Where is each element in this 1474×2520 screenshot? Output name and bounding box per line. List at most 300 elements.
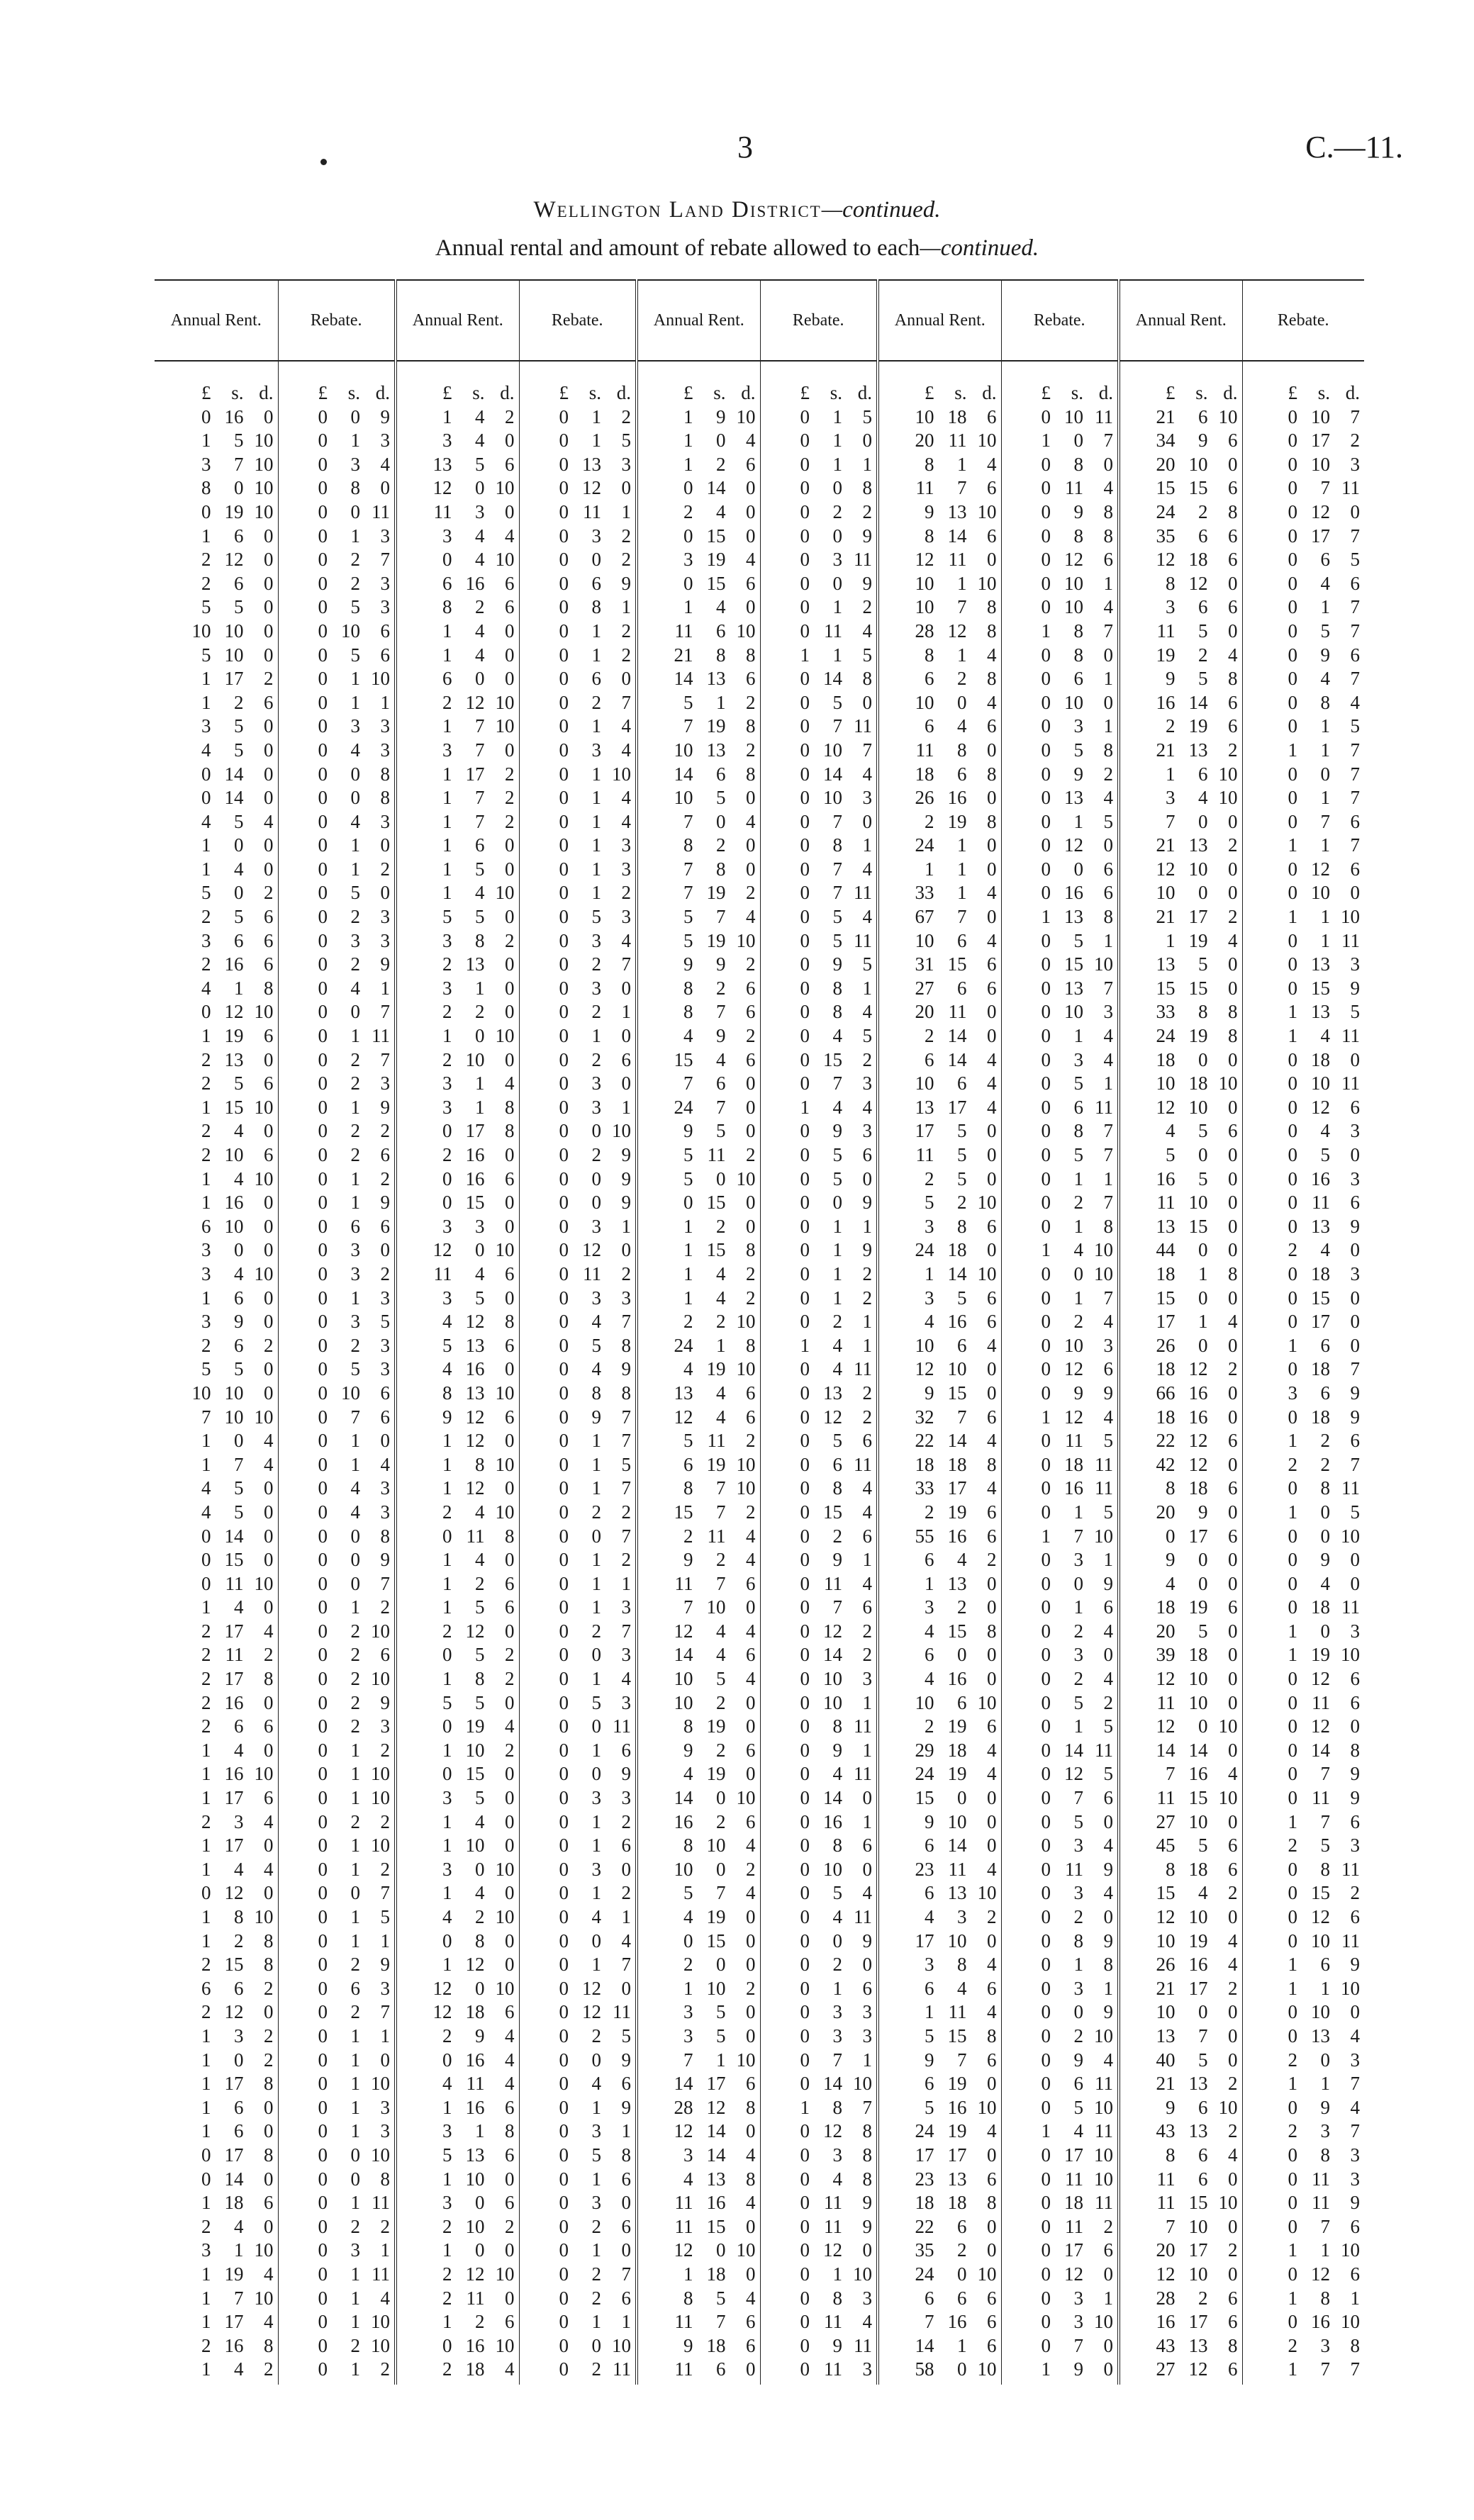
money-amount: 1 4 2 [442, 405, 515, 427]
money-amount: 0 9 3 [800, 1120, 872, 1142]
money-amount: 18 18 8 [915, 2192, 997, 2214]
money-amount: 0 2 2 [318, 1120, 390, 1142]
money-amount: 2 3 7 [1288, 2120, 1360, 2142]
money-amount: 0 14 2 [800, 1644, 872, 1666]
column-header-annual-rent: Annual Rent. [637, 280, 760, 361]
money-amount: 12 4 6 [674, 1406, 756, 1428]
money-amount: 1 8 1 [1288, 2287, 1360, 2309]
money-amount: 0 5 11 [800, 929, 872, 951]
money-amount: 1 4 0 [683, 596, 756, 618]
money-amount: 10 7 8 [915, 596, 997, 618]
currency-units-label [1243, 381, 1365, 405]
money-amount: 24 19 4 [915, 2120, 997, 2142]
money-amount: 6 0 0 [925, 1644, 997, 1666]
money-amount: 0 0 9 [800, 525, 872, 547]
money-amount: 0 1 11 [1288, 929, 1360, 951]
money-amount: 0 9 2 [1041, 763, 1113, 785]
money-amount: 2 4 10 [442, 1501, 515, 1523]
currency-unit: d. [982, 382, 997, 403]
money-amount: 0 1 10 [318, 2073, 390, 2095]
money-amount: 0 1 1 [559, 2311, 631, 2333]
money-amount: 0 8 4 [1288, 691, 1360, 713]
money-amount: 0 5 1 [1041, 929, 1113, 951]
money-amount: 10 1 10 [915, 572, 997, 594]
money-amount: 0 0 2 [559, 549, 631, 571]
money-amount: 11 7 6 [915, 477, 997, 499]
money-amount: 19 2 4 [1156, 644, 1238, 666]
money-amount: 1 15 10 [201, 1096, 274, 1118]
money-amount: 0 4 11 [800, 1358, 872, 1380]
money-amount: 9 7 6 [925, 2049, 997, 2071]
money-amount: 3 4 4 [442, 525, 515, 547]
money-amount: 4 0 0 [1166, 1572, 1238, 1594]
money-amount: 3 1 0 [442, 977, 515, 999]
money-amount: 0 14 0 [201, 2168, 274, 2190]
money-amount: 0 8 0 [1041, 453, 1113, 475]
column-header-annual-rent: Annual Rent. [1119, 280, 1242, 361]
money-amount: 0 1 2 [559, 644, 631, 666]
currency-unit: £ [800, 382, 810, 403]
money-amount: 9 6 10 [1166, 2096, 1238, 2118]
document-reference: C.—11. [1305, 130, 1403, 164]
money-amount: 0 10 3 [1041, 1001, 1113, 1023]
money-amount: 0 10 3 [1041, 1334, 1113, 1356]
money-amount: 0 10 0 [1041, 691, 1113, 713]
money-amount: 0 10 7 [1288, 405, 1360, 427]
rebate-column [760, 361, 878, 2385]
money-amount: 1 6 0 [1288, 1334, 1360, 1356]
money-amount: 0 4 3 [318, 810, 390, 832]
money-amount: 0 1 2 [318, 1596, 390, 1618]
money-amount: 1 8 2 [442, 1668, 515, 1690]
money-amount: 0 8 0 [1041, 644, 1113, 666]
money-amount: 0 1 5 [1288, 715, 1360, 737]
money-amount: 0 17 8 [201, 2144, 274, 2166]
money-amount: 0 5 2 [442, 1644, 515, 1666]
money-amount: 0 10 1 [800, 1691, 872, 1713]
money-amount: 2 18 4 [442, 2358, 515, 2380]
money-amount: 4 3 2 [925, 1906, 997, 1927]
money-amount: 3 4 10 [1166, 787, 1238, 809]
money-amount: 0 7 6 [800, 1596, 872, 1618]
money-amount: 0 0 10 [559, 1120, 631, 1142]
money-amount: 0 12 8 [800, 2120, 872, 2142]
money-amount: 28 12 8 [915, 620, 997, 642]
money-amount: 0 8 8 [1041, 525, 1113, 547]
money-amount: 21 13 2 [1156, 739, 1238, 761]
money-amount: 0 3 4 [1041, 1048, 1113, 1070]
money-amount: 0 15 0 [201, 1549, 274, 1571]
page-number: 3 [737, 130, 753, 164]
currency-units-label [1120, 381, 1242, 405]
money-amount: 0 15 0 [683, 1192, 756, 1214]
money-amount: 0 14 11 [1041, 1739, 1113, 1761]
money-amount: 0 2 7 [559, 1620, 631, 1642]
money-amount: 5 11 2 [683, 1430, 756, 1452]
money-amount: 1 8 10 [201, 1906, 274, 1927]
money-amount: 0 1 3 [318, 2120, 390, 2142]
money-amount: 1 7 10 [442, 715, 515, 737]
money-amount: 0 12 0 [1288, 1715, 1360, 1737]
money-amount: 2 5 6 [201, 1073, 274, 1094]
money-amount: 0 13 7 [1041, 977, 1113, 999]
money-amount: 0 12 6 [1288, 1668, 1360, 1690]
money-amount: 0 16 6 [1041, 882, 1113, 904]
money-amount: 0 2 2 [559, 1501, 631, 1523]
money-amount: 0 3 1 [1041, 1977, 1113, 1999]
money-amount: 2 2 7 [1288, 1453, 1360, 1475]
money-amount: 0 11 4 [800, 1572, 872, 1594]
money-amount: 6 6 2 [201, 1977, 274, 1999]
money-amount: 0 0 3 [559, 1644, 631, 1666]
money-amount: 0 13 4 [1288, 2025, 1360, 2046]
money-amount: 6 14 4 [925, 1048, 997, 1070]
money-amount: 0 5 3 [559, 906, 631, 928]
money-amount: 15 4 6 [674, 1048, 756, 1070]
money-amount: 15 0 0 [915, 1787, 997, 1809]
money-amount: 1 10 2 [683, 1977, 756, 1999]
money-amount: 0 3 1 [559, 2120, 631, 2142]
money-amount: 4 19 0 [683, 1906, 756, 1927]
money-amount: 0 3 3 [318, 715, 390, 737]
money-amount: 1 7 6 [1288, 1810, 1360, 1832]
money-amount: 12 0 10 [432, 1239, 515, 1261]
money-amount: 0 4 3 [1288, 1120, 1360, 1142]
money-amount: 0 14 0 [683, 477, 756, 499]
money-amount: 11 7 6 [674, 2311, 756, 2333]
money-amount: 0 2 6 [800, 1525, 872, 1547]
rebate-column [519, 361, 637, 2385]
money-amount: 0 15 4 [800, 1501, 872, 1523]
money-amount: 0 4 10 [442, 549, 515, 571]
money-amount: 0 8 9 [1041, 1930, 1113, 1951]
money-amount: 0 2 2 [318, 2215, 390, 2237]
money-amount: 33 8 8 [1156, 1001, 1238, 1023]
money-amount: 0 16 4 [442, 2049, 515, 2071]
money-amount: 0 0 11 [559, 1715, 631, 1737]
money-amount: 12 0 10 [432, 477, 515, 499]
money-amount: 3 2 0 [925, 1596, 997, 1618]
money-amount: 1 17 2 [201, 668, 274, 690]
money-amount: 0 1 8 [1041, 1954, 1113, 1976]
money-amount: 4 5 0 [201, 1501, 274, 1523]
money-amount: 0 10 3 [800, 1668, 872, 1690]
money-amount: 0 13 2 [800, 1382, 872, 1404]
money-amount: 66 16 0 [1156, 1382, 1238, 1404]
money-amount: 1 4 10 [201, 1167, 274, 1189]
money-amount: 11 6 0 [1156, 2168, 1238, 2190]
money-amount: 1 4 0 [201, 1596, 274, 1618]
money-amount: 17 5 0 [915, 1120, 997, 1142]
money-amount: 1 7 2 [442, 810, 515, 832]
money-amount: 1 4 0 [201, 858, 274, 880]
money-amount: 10 10 0 [191, 1382, 274, 1404]
money-amount: 0 5 8 [559, 1334, 631, 1356]
money-amount: 27 12 6 [1156, 2358, 1238, 2380]
money-amount: 2 12 0 [442, 1620, 515, 1642]
money-amount: 10 13 2 [674, 739, 756, 761]
annual-rent-column [878, 361, 1001, 2385]
money-amount: 3 1 10 [201, 2239, 274, 2261]
money-amount: 17 10 0 [915, 1930, 997, 1951]
money-amount: 24 19 4 [915, 1763, 997, 1785]
money-amount: 12 14 0 [674, 2120, 756, 2142]
money-amount: 4 5 6 [1166, 1120, 1238, 1142]
money-amount: 0 5 8 [1041, 739, 1113, 761]
money-amount: 27 10 0 [1156, 1810, 1238, 1832]
money-amount: 0 8 11 [1288, 1477, 1360, 1499]
money-amount: 0 7 4 [800, 858, 872, 880]
money-amount: 0 0 7 [318, 1572, 390, 1594]
money-amount: 1 10 0 [442, 2168, 515, 2190]
money-amount: 14 1 6 [915, 2334, 997, 2356]
money-amount: 31 15 6 [915, 953, 997, 975]
money-amount: 0 5 3 [318, 596, 390, 618]
money-amount: 0 8 0 [318, 477, 390, 499]
money-amount: 5 13 6 [442, 1334, 515, 1356]
money-amount: 0 1 3 [318, 1287, 390, 1309]
money-amount: 1 10 0 [442, 1835, 515, 1857]
money-amount: 10 6 4 [915, 1073, 997, 1094]
money-amount: 0 1 3 [318, 430, 390, 452]
money-amount: 21 6 10 [1156, 405, 1238, 427]
money-amount: 15 0 0 [1156, 1287, 1238, 1309]
money-amount: 0 5 7 [1288, 620, 1360, 642]
money-amount: 0 1 4 [318, 1453, 390, 1475]
money-amount: 0 1 3 [559, 1596, 631, 1618]
money-amount: 0 3 1 [559, 1215, 631, 1237]
money-amount: 24 2 8 [1156, 500, 1238, 522]
money-amount: 2 17 4 [201, 1620, 274, 1642]
money-amount: 4 16 0 [925, 1668, 997, 1690]
money-amount: 5 13 6 [442, 2144, 515, 2166]
money-amount: 12 0 10 [674, 2239, 756, 2261]
money-amount: 0 1 2 [559, 1549, 631, 1571]
money-amount: 0 1 3 [318, 2096, 390, 2118]
money-amount: 9 5 8 [1166, 668, 1238, 690]
money-amount: 9 5 0 [683, 1120, 756, 1142]
money-amount: 1 0 10 [442, 1025, 515, 1047]
money-amount: 3 19 4 [683, 549, 756, 571]
money-amount: 0 3 1 [318, 2239, 390, 2261]
money-amount: 18 6 8 [915, 763, 997, 785]
money-amount: 0 5 1 [1041, 1073, 1113, 1094]
money-amount: 8 18 6 [1166, 1477, 1238, 1499]
money-amount: 0 6 9 [559, 572, 631, 594]
money-amount: 12 10 0 [1156, 1906, 1238, 1927]
money-amount: 12 10 0 [915, 1358, 997, 1380]
money-amount: 0 10 11 [1041, 405, 1113, 427]
money-amount: 18 0 0 [1156, 1048, 1238, 1070]
money-amount: 6 4 6 [925, 1977, 997, 1999]
money-amount: 0 3 4 [559, 929, 631, 951]
money-amount: 1 0 0 [201, 834, 274, 856]
money-amount: 1 4 11 [1288, 1025, 1360, 1047]
money-amount: 0 11 1 [559, 500, 631, 522]
money-amount: 0 6 11 [800, 1453, 872, 1475]
currency-unit: d. [1223, 382, 1238, 403]
money-amount: 0 0 8 [800, 477, 872, 499]
money-amount: 0 1 3 [559, 858, 631, 880]
money-amount: 2 2 10 [683, 1311, 756, 1333]
money-amount: 1 1 5 [800, 644, 872, 666]
money-amount: 1 4 4 [201, 1858, 274, 1880]
money-amount: 0 16 6 [442, 1167, 515, 1189]
money-amount: 0 5 10 [1041, 2096, 1113, 2118]
money-amount: 0 2 7 [1041, 1192, 1113, 1214]
money-amount: 7 0 4 [683, 810, 756, 832]
money-amount: 0 6 11 [1041, 2073, 1113, 2095]
money-amount: 12 0 10 [432, 1977, 515, 1999]
money-amount: 0 1 10 [318, 668, 390, 690]
money-amount: 18 19 6 [1156, 1596, 1238, 1618]
money-amount: 1 6 0 [201, 2096, 274, 2118]
money-amount: 8 7 10 [683, 1477, 756, 1499]
money-amount: 1 19 4 [1166, 929, 1238, 951]
money-amount: 0 12 11 [559, 2001, 631, 2023]
money-amount: 17 1 4 [1156, 1311, 1238, 1333]
money-amount: 0 12 2 [800, 1406, 872, 1428]
money-amount: 14 13 6 [674, 668, 756, 690]
money-amount: 0 11 2 [1041, 2215, 1113, 2237]
money-amount: 0 4 11 [800, 1906, 872, 1927]
money-amount: 0 5 0 [800, 691, 872, 713]
money-amount: 1 17 4 [201, 2311, 274, 2333]
section-title [0, 197, 1474, 223]
money-amount: 0 13 3 [559, 453, 631, 475]
currency-unit: s. [1317, 382, 1330, 403]
money-amount: 0 18 11 [1041, 2192, 1113, 2214]
money-amount: 0 6 5 [1288, 549, 1360, 571]
money-amount: 9 2 4 [683, 1549, 756, 1571]
table-subtitle-text: Annual rental and amount of rebate allowed to each [435, 235, 920, 261]
money-amount: 1 13 8 [1041, 906, 1113, 928]
money-amount: 0 1 10 [318, 1787, 390, 1809]
money-amount: 1 6 9 [1288, 1954, 1360, 1976]
money-amount: 0 8 4 [800, 1001, 872, 1023]
money-amount: 26 16 0 [915, 787, 997, 809]
money-amount: 0 3 3 [559, 1287, 631, 1309]
currency-unit: d. [259, 382, 274, 403]
money-amount: 2 16 0 [442, 1144, 515, 1165]
money-amount: 1 12 4 [1041, 1406, 1113, 1428]
money-amount: 12 10 0 [1156, 858, 1238, 880]
money-amount: 0 4 8 [800, 2168, 872, 2190]
money-amount: 0 17 2 [1288, 430, 1360, 452]
money-amount: 0 14 4 [800, 763, 872, 785]
money-amount: 43 13 8 [1156, 2334, 1238, 2356]
money-amount: 12 18 6 [1156, 549, 1238, 571]
currency-unit: s. [954, 382, 967, 403]
money-amount: 0 2 3 [318, 1715, 390, 1737]
money-amount: 0 17 6 [1166, 1525, 1238, 1547]
money-amount: 1 11 4 [925, 2001, 997, 2023]
money-amount: 0 0 8 [318, 1525, 390, 1547]
money-amount: 0 3 11 [800, 549, 872, 571]
rental-rebate-table [155, 279, 1364, 2385]
money-amount: 0 7 6 [1041, 1787, 1113, 1809]
money-amount: 0 0 10 [1041, 1262, 1113, 1284]
money-amount: 15 7 2 [674, 1501, 756, 1523]
money-amount: 3 7 0 [442, 739, 515, 761]
money-amount: 0 6 3 [318, 1977, 390, 1999]
money-amount: 0 6 6 [318, 1215, 390, 1237]
money-amount: 22 6 0 [915, 2215, 997, 2237]
money-amount: 0 15 0 [683, 1930, 756, 1951]
money-amount: 3 0 6 [442, 2192, 515, 2214]
money-amount: 0 10 6 [318, 1382, 390, 1404]
money-amount: 11 15 10 [1156, 1787, 1238, 1809]
money-amount: 11 16 4 [674, 2192, 756, 2214]
money-amount: 0 2 9 [318, 953, 390, 975]
currency-units-label [520, 381, 636, 405]
money-amount: 1 5 6 [442, 1596, 515, 1618]
money-amount: 0 12 6 [1041, 1358, 1113, 1380]
money-amount: 5 1 2 [683, 691, 756, 713]
money-amount: 0 1 9 [800, 1239, 872, 1261]
money-amount: 4 5 0 [201, 739, 274, 761]
money-amount: 0 17 10 [1041, 2144, 1113, 2166]
money-amount: 1 10 2 [442, 1739, 515, 1761]
money-amount: 0 6 11 [1041, 1096, 1113, 1118]
money-amount: 1 16 0 [201, 1192, 274, 1214]
currency-unit: £ [1166, 382, 1176, 403]
money-amount: 1 4 2 [201, 2358, 274, 2380]
money-amount: 8 10 4 [683, 1835, 756, 1857]
money-amount: 0 15 2 [1288, 1882, 1360, 1904]
money-amount: 0 2 3 [318, 906, 390, 928]
money-amount: 3 5 0 [442, 1787, 515, 1809]
money-amount: 0 16 10 [442, 2334, 515, 2356]
money-amount: 0 2 10 [318, 2334, 390, 2356]
money-amount: 16 5 0 [1156, 1167, 1238, 1189]
money-amount: 0 7 6 [318, 1406, 390, 1428]
money-amount: 7 10 0 [1166, 2215, 1238, 2237]
money-amount: 0 19 10 [201, 500, 274, 522]
money-amount: 1 19 4 [201, 2263, 274, 2285]
money-amount: 0 2 10 [1041, 2025, 1113, 2046]
money-amount: 0 1 2 [559, 1882, 631, 1904]
money-amount: 12 18 6 [432, 2001, 515, 2023]
money-amount: 0 4 3 [318, 1501, 390, 1523]
money-amount: 4 16 0 [442, 1358, 515, 1380]
money-amount: 0 7 11 [1288, 477, 1360, 499]
money-amount: 18 1 8 [1156, 1262, 1238, 1284]
money-amount: 10 6 10 [915, 1691, 997, 1713]
money-amount: 20 10 0 [1156, 453, 1238, 475]
currency-unit: £ [442, 382, 452, 403]
money-amount: 24 18 0 [915, 1239, 997, 1261]
money-amount: 0 1 4 [1041, 1025, 1113, 1047]
currency-units-label [879, 381, 1001, 405]
money-amount: 0 2 7 [559, 2263, 631, 2285]
money-amount: 7 8 0 [683, 858, 756, 880]
money-amount: 0 2 7 [318, 2001, 390, 2023]
money-amount: 0 8 7 [1041, 1120, 1113, 1142]
money-amount: 4 19 10 [683, 1358, 756, 1380]
money-amount: 1 16 6 [442, 2096, 515, 2118]
money-amount: 0 5 4 [800, 906, 872, 928]
money-amount: 4 16 6 [925, 1311, 997, 1333]
stray-dot-mark [320, 159, 327, 165]
money-amount: 27 6 6 [915, 977, 997, 999]
money-amount: 0 1 10 [318, 2311, 390, 2333]
money-amount: 0 6 0 [559, 668, 631, 690]
money-amount: 0 7 6 [1288, 2215, 1360, 2237]
money-amount: 1 0 4 [201, 1430, 274, 1452]
money-amount: 0 1 3 [318, 525, 390, 547]
money-amount: 0 12 6 [1288, 2263, 1360, 2285]
